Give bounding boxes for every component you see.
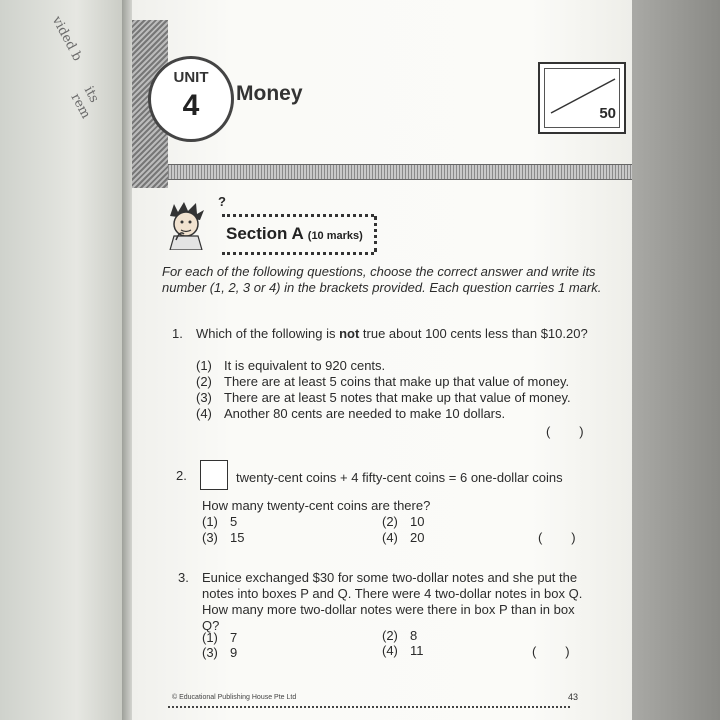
page-number: 43 bbox=[568, 692, 579, 702]
question-1-option-3[interactable] bbox=[196, 390, 571, 405]
background-right bbox=[632, 0, 720, 720]
question-3-text: Eunice exchanged $30 for some two-dollar notes and she put the notes into boxes P and Q. There were 4 two-dollar notes in box Q. How many more two-dollar notes were there in box P than in box Q? bbox=[202, 570, 583, 633]
section-title bbox=[226, 224, 363, 244]
question-2-option-1[interactable] bbox=[202, 514, 237, 529]
publisher-credit: © Educational Publishing House Pte Ltd bbox=[172, 694, 297, 701]
question-3-answer-bracket[interactable]: ( ) bbox=[532, 644, 570, 659]
section-dots-top bbox=[222, 214, 374, 217]
option-text: 20 bbox=[410, 530, 425, 545]
question-mark: ? bbox=[218, 194, 226, 209]
section-title-text: Section A bbox=[226, 224, 304, 243]
option-text: It is equivalent to 920 cents. bbox=[224, 358, 386, 373]
question-1-option-2[interactable] bbox=[196, 374, 569, 389]
unit-badge bbox=[148, 56, 234, 142]
question-2-number: 2. bbox=[176, 468, 187, 483]
previous-page-edge bbox=[0, 0, 128, 720]
question-1-text-pre: Which of the following is bbox=[196, 326, 340, 341]
unit-title: Money bbox=[236, 82, 303, 105]
question-2-option-2[interactable] bbox=[382, 514, 424, 529]
question-2-answer-bracket[interactable]: ( ) bbox=[538, 530, 576, 545]
option-text: There are at least 5 coins that make up that value of money. bbox=[224, 374, 570, 389]
question-1-option-1[interactable] bbox=[196, 358, 385, 373]
section-dots-right bbox=[374, 216, 377, 252]
worksheet-page bbox=[132, 0, 632, 720]
option-text: Another 80 cents are needed to make 10 dollars. bbox=[224, 406, 506, 421]
question-1-text bbox=[196, 326, 616, 342]
option-number: (3) bbox=[202, 645, 218, 660]
score-box bbox=[538, 62, 626, 134]
question-1-answer-bracket[interactable]: ( ) bbox=[546, 424, 584, 439]
option-number: (4) bbox=[196, 406, 212, 421]
option-number: (4) bbox=[382, 643, 398, 658]
score-total: 50 bbox=[599, 105, 616, 122]
footer-divider bbox=[168, 706, 570, 708]
section-dots-bottom bbox=[222, 252, 374, 255]
thinking-kid-icon bbox=[164, 200, 208, 250]
option-text: 9 bbox=[230, 645, 238, 660]
option-text: 11 bbox=[410, 643, 424, 658]
option-number: (2) bbox=[382, 628, 398, 643]
option-text: 15 bbox=[230, 530, 245, 545]
question-2-text: How many twenty-cent coins are there? bbox=[202, 498, 431, 513]
question-1-text-post: true about 100 cents less than $10.20? bbox=[359, 326, 588, 341]
question-3-number: 3. bbox=[178, 570, 189, 585]
unit-label: UNIT bbox=[173, 69, 209, 86]
previous-page-text-1: vided b bbox=[48, 14, 85, 64]
option-text: 5 bbox=[230, 514, 238, 529]
previous-page-text-2: its rem bbox=[67, 84, 102, 122]
option-text: 10 bbox=[410, 514, 425, 529]
question-3-option-1[interactable] bbox=[202, 630, 237, 645]
question-2-option-4[interactable] bbox=[382, 530, 424, 545]
option-number: (4) bbox=[382, 530, 398, 545]
question-1-number: 1. bbox=[172, 326, 183, 341]
header-divider bbox=[168, 164, 632, 180]
question-3-option-3[interactable] bbox=[202, 645, 237, 660]
question-2-option-3[interactable] bbox=[202, 530, 244, 545]
option-text: 8 bbox=[410, 628, 418, 643]
option-number: (3) bbox=[202, 530, 218, 545]
option-text: There are at least 5 notes that make up that value of money. bbox=[224, 390, 571, 405]
question-2-blank-box[interactable] bbox=[200, 460, 228, 490]
option-number: (1) bbox=[202, 514, 218, 529]
option-number: (3) bbox=[196, 390, 212, 405]
option-number: (1) bbox=[202, 630, 218, 645]
option-number: (1) bbox=[196, 358, 212, 373]
question-2-equation: twenty-cent coins + 4 fifty-cent coins = 6 one-dollar coins bbox=[236, 470, 563, 485]
question-3-option-2[interactable] bbox=[382, 628, 417, 643]
instructions: For each of the following questions, choose the correct answer and write its number (1, 2, 3 or 4) in the brackets provided. Each question carries 1 mark. bbox=[162, 264, 602, 295]
section-marks: (10 marks) bbox=[307, 230, 363, 242]
option-number: (2) bbox=[382, 514, 398, 529]
question-1-text-bold: not bbox=[339, 326, 360, 341]
question-3-option-4[interactable] bbox=[382, 643, 424, 658]
option-text: 7 bbox=[230, 630, 238, 645]
option-number: (2) bbox=[196, 374, 212, 389]
section-header bbox=[156, 196, 456, 260]
unit-number: 4 bbox=[182, 89, 200, 122]
question-1-option-4[interactable] bbox=[196, 406, 505, 421]
